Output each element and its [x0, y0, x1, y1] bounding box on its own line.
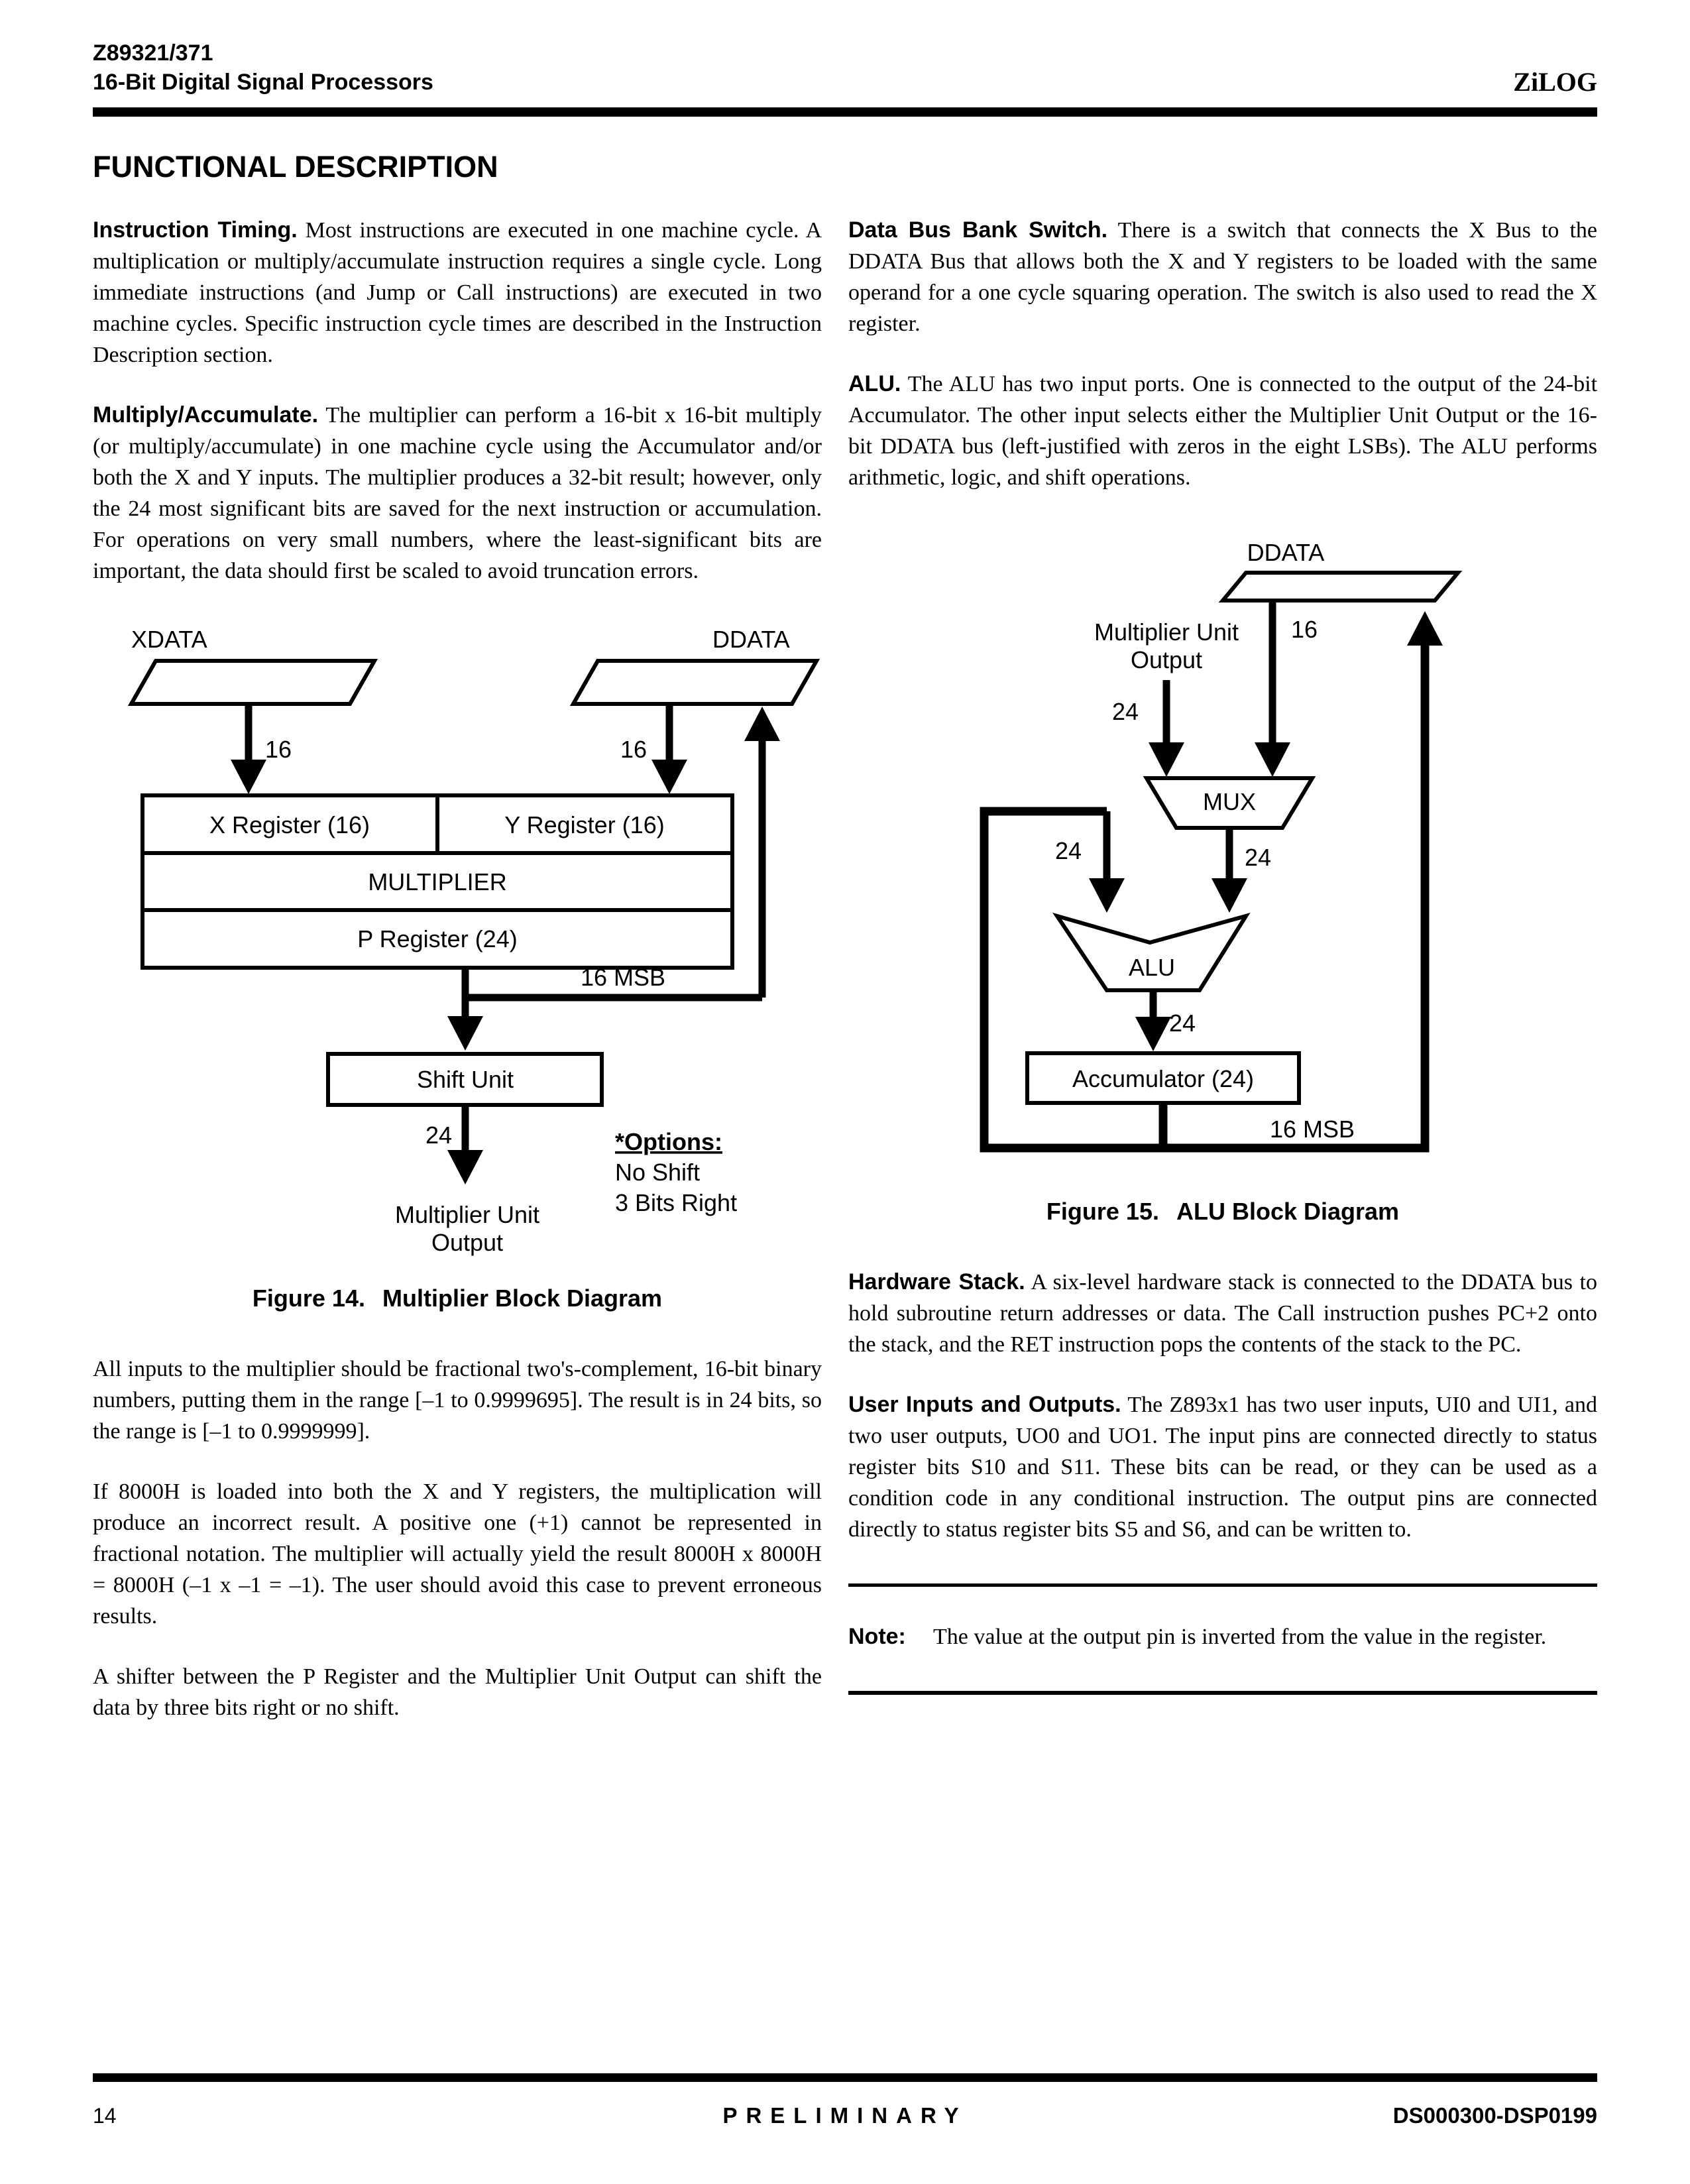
left-column	[93, 215, 822, 1753]
figure-15-caption	[848, 1198, 1597, 1226]
page-number: 14	[93, 2104, 117, 2128]
multiplier-unit-output-label2: Output	[431, 1229, 504, 1256]
paragraph-fractional-range: All inputs to the multiplier should be fractional two's-complement, 16-bit binary numbers, putting them in the range [–1 to 0.9999695]. The result is in 24 bits, so the range is [–1 to 0.9999999].	[93, 1357, 822, 1444]
part-number: Z89321/371	[93, 40, 213, 66]
part-subtitle: 16-Bit Digital Signal Processors	[93, 70, 433, 95]
ddata-bus-symbol	[1223, 573, 1458, 601]
paragraph-lead: User Inputs and Outputs.	[848, 1392, 1121, 1417]
figure-15-alu-block-diagram	[848, 526, 1597, 1226]
ddata-width-label: 16	[1291, 616, 1318, 643]
mux-label: MUX	[1203, 788, 1256, 815]
shift-out-width-label: 24	[425, 1121, 452, 1149]
ddata-to-yregister-arrow	[651, 704, 687, 794]
figure-14-caption	[93, 1285, 822, 1312]
paragraph-multiply-accumulate	[93, 400, 822, 587]
figure-title: Multiplier Block Diagram	[382, 1285, 663, 1312]
figure-14-multiplier-block-diagram	[93, 620, 822, 1312]
shift-unit-label: Shift Unit	[416, 1066, 514, 1093]
paragraph-lead: Multiply/Accumulate.	[93, 402, 319, 428]
two-column-body	[93, 215, 1597, 1753]
document-number: DS000300-DSP0199	[1392, 2103, 1597, 2128]
pregister-to-shift-arrow	[447, 968, 483, 1051]
paragraph-body: The Z893x1 has two user inputs, UI0 and UI1, and two user outputs, UO0 and UO1. The input pins are connected directly to status register bits S10 and S11. These bits can be read, or they can be used as a condition code in any conditional instruction. The output pins are connected directly to status register bits S5 and S6, and can be written to.	[848, 1393, 1597, 1542]
paragraph-lead: ALU.	[848, 371, 901, 396]
paragraph-user-inputs-outputs	[848, 1389, 1597, 1545]
xdata-label: XDATA	[131, 626, 207, 653]
paragraph-data-bus-bank-switch	[848, 215, 1597, 339]
page-header	[93, 38, 1597, 97]
mux-to-alu-arrow	[1211, 828, 1247, 913]
paragraph-body: A six-level hardware stack is connected to the DDATA bus to hold subroutine return addresses or data. The Call instruction pushes PC+2 onto the stack, and the RET instruction pops the contents of the stack to the PC.	[848, 1270, 1597, 1357]
paragraph-body: There is a switch that connects the X Bus to the DDATA Bus that allows both the X and Y registers to be loaded with the same operand for a one cycle squaring operation. The switch is also used to read the X register.	[848, 218, 1598, 336]
figure-title: ALU Block Diagram	[1176, 1198, 1400, 1225]
multiplier-unit-output-label: Multiplier Unit	[394, 1201, 540, 1228]
xdata-bus-width-label: 16	[265, 736, 292, 763]
p-register-label: P Register (24)	[357, 925, 518, 952]
footer-row	[93, 2103, 1597, 2128]
multiplier-label: MULTIPLIER	[368, 868, 507, 895]
figure-number: Figure 15.	[1046, 1198, 1159, 1225]
multiplier-unit-output-label: Multiplier Unit	[1094, 618, 1239, 646]
paragraph-instruction-timing	[93, 215, 822, 371]
paragraph-hardware-stack	[848, 1267, 1597, 1360]
header-left	[93, 38, 433, 97]
note-label: Note:	[848, 1624, 906, 1649]
page-footer	[93, 2073, 1597, 2128]
paragraph-shifter: A shifter between the P Register and the Multiplier Unit Output can shift the data by three bits right or no shift.	[93, 1664, 822, 1720]
paragraph-lead: Hardware Stack.	[848, 1269, 1025, 1294]
paragraph-8000h-case: If 8000H is loaded into both the X and Y registers, the multiplication will produce an incorrect result. A positive one (+1) cannot be represented in fractional notation. The multiplier will actually yield the result 8000H x 8000H = 8000H (–1 x –1 = –1). The user should avoid this case to prevent erroneous results.	[93, 1479, 822, 1629]
loop-width-label: 24	[1054, 837, 1082, 864]
figure-number: Figure 14.	[252, 1285, 365, 1312]
alu-to-accumulator-arrow	[1135, 990, 1171, 1051]
note-text: The value at the output pin is inverted from the value in the register.	[933, 1625, 1547, 1649]
option-3-bits-right: 3 Bits Right	[615, 1189, 738, 1216]
ddata-label: DDATA	[1247, 539, 1325, 566]
y-register-label: Y Register (16)	[504, 811, 665, 838]
note-block	[848, 1583, 1597, 1695]
multiplier-diagram	[93, 620, 822, 1259]
preliminary-status: PRELIMINARY	[722, 2103, 968, 2128]
paragraph-body: The multiplier can perform a 16-bit x 16-bit multiply (or multiply/accumulate) in one machine cycle using the Accumulator and/or both the X and Y inputs. The multiplier produces a 32-bit result; however, only the 24 most significant bits are saved for the next instruction or accumulation. For operations on very small numbers, where the least-significant bits are important, the data should first be scaled to avoid truncation errors.	[93, 403, 822, 583]
ddata-label: DDATA	[712, 626, 790, 653]
paragraph-alu	[848, 369, 1597, 493]
ddata-to-mux-arrow	[1255, 601, 1290, 777]
brand-logo: ZiLOG	[1513, 67, 1597, 97]
footer-rule	[93, 2073, 1597, 2082]
options-title: *Options:	[615, 1128, 722, 1155]
paragraph-body: Most instructions are executed in one machine cycle. A multiplication or multiply/accumulate instruction requires a single cycle. Long immediate instructions (and Jump or Call instructions) are executed in two machine cycles. Specific instruction cycle times are described in the Instruction Description section.	[93, 218, 822, 367]
alu-out-width-label: 24	[1169, 1009, 1196, 1037]
section-title: FUNCTIONAL DESCRIPTION	[93, 150, 498, 184]
multiplier-unit-output-label2: Output	[1130, 646, 1203, 673]
alu-label: ALU	[1128, 954, 1176, 981]
x-register-label: X Register (16)	[209, 811, 370, 838]
paragraph-body: The ALU has two input ports. One is connected to the output of the 24-bit Accumulator. The other input selects either the Multiplier Unit Output or the 16-bit DDATA bus (left-justified with zeros in the eight LSBs). The ALU performs arithmetic, logic, and shift operations.	[848, 372, 1598, 490]
ddata-bus-symbol	[573, 661, 817, 704]
ddata-bus-width-label: 16	[620, 736, 647, 763]
xdata-to-xregister-arrow	[231, 704, 266, 794]
shift-output-arrow	[447, 1105, 483, 1184]
header-rule	[93, 107, 1597, 117]
alu-diagram	[848, 526, 1597, 1173]
mux-out-width-label: 24	[1245, 844, 1272, 871]
multiplier-output-to-mux-arrow	[1149, 680, 1184, 777]
mu-width-label: 24	[1111, 698, 1139, 725]
right-column	[848, 215, 1597, 1753]
paragraph-lead: Data Bus Bank Switch.	[848, 217, 1108, 243]
accumulator-label: Accumulator (24)	[1072, 1065, 1255, 1092]
msb-width-label: 16 MSB	[580, 964, 666, 991]
xdata-bus-symbol	[131, 661, 374, 704]
paragraph-lead: Instruction Timing.	[93, 217, 298, 243]
msb-width-label: 16 MSB	[1269, 1116, 1355, 1143]
option-no-shift: No Shift	[615, 1159, 701, 1186]
